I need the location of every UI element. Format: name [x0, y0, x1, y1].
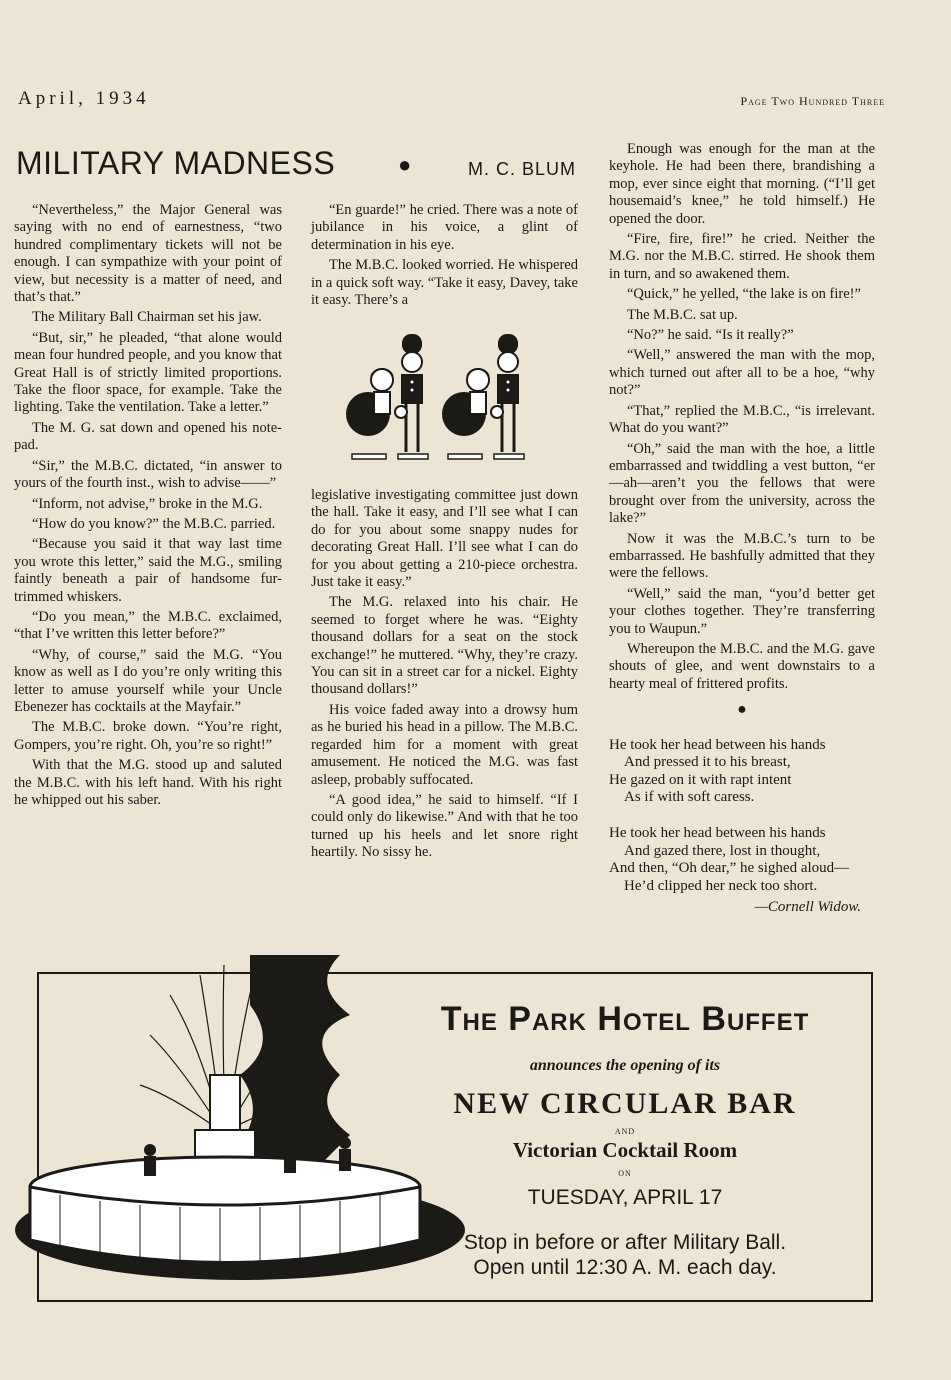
- poem-line: And pressed it to his breast,: [624, 754, 791, 771]
- illustration-pair-1: [346, 334, 428, 459]
- issue-date: April, 1934: [18, 88, 150, 109]
- paragraph: Whereupon the M.B.C. and the M.G. gave shouts of glee, and went downstairs to a hearty meal of frittered profits.: [609, 640, 875, 692]
- poem-credit: —Cornell Widow.: [754, 899, 861, 916]
- poem-line: He’d clipped her neck too short.: [624, 877, 818, 894]
- poem: [609, 737, 875, 917]
- paragraph: The M.B.C. broke down. “You’re right, Gompers, you’re right. Oh, you’re so right!”: [14, 719, 282, 753]
- paragraph: “No?” he said. “Is it really?”: [627, 327, 794, 344]
- paragraph: With that the M.G. stood up and saluted the M.B.C. with his left hand. With his right he whipped out his saber.: [14, 757, 282, 808]
- illustration-pair-2: [442, 334, 524, 459]
- paragraph: “En guarde!” he cried. There was a note of jubilance in his voice, a glint of determination in his eye.: [311, 202, 578, 253]
- poem-stanza-2: [609, 825, 875, 895]
- paragraph: “Sir,” the M.B.C. dictated, “in answer to yours of the fourth inst., wish to advise——”: [14, 457, 282, 492]
- poem-line: And then, “Oh dear,” he sighed aloud—: [609, 860, 850, 877]
- article-author: M. C. BLUM: [468, 159, 577, 179]
- paragraph: “Because you said it that way last time you wrote this letter,” said the M.G., smiling faintly beneath a pair of handsome fur-trimmed whiskers.: [14, 536, 282, 605]
- article-column-2-bottom: [311, 487, 578, 865]
- article-title: MILITARY MADNESS: [16, 145, 336, 181]
- paragraph: “But, sir,” he pleaded, “that alone would mean four hundred people, and you know that Great Hall is of strictly limited proportions. Take the floor space, for example. Take the lighting. Take the ventilation. Take a letter.”: [14, 329, 282, 416]
- paragraph: The M.G. relaxed into his chair. He seemed to forget where he was. “Eighty thousand dollars for a seat on the stock exchange!” he muttered. “Why, they’re crazy. You can sit in a street car for a nickel. Eighty thousand dollars!”: [311, 594, 578, 698]
- paragraph: His voice faded away into a drowsy hum as he buried his head in a pillow. The M.B.C. regarded him for a moment with great amusement. He noticed the M.G. was fast asleep, probably suffocated.: [311, 701, 578, 788]
- poem-stanza-1: [609, 737, 875, 807]
- paragraph: The Military Ball Chairman set his jaw.: [32, 309, 262, 326]
- page-number: Page Two Hundred Three: [740, 94, 885, 108]
- paragraph: “Fire, fire, fire!” he cried. Neither the M.G. nor the M.B.C. stirred. He shook them in turn, and so awakened them.: [609, 231, 875, 282]
- article-column-2-top: [311, 202, 578, 312]
- soldiers-and-girls-illustration: [344, 328, 544, 470]
- poem-line: He gazed on it with rapt intent: [609, 771, 792, 788]
- paragraph: “Do you mean,” the M.B.C. exclaimed, “that I’ve written this letter before?”: [14, 608, 282, 643]
- title-separator-bullet: ●: [398, 152, 412, 177]
- paragraph: “Quick,” he yelled, “the lake is on fire!”: [627, 286, 861, 303]
- poem-line: He took her head between his hands: [609, 824, 826, 841]
- paragraph: legislative investigating committee just down the hall. Take it easy, and I’ll see what I can do for you about some snappy nudes for decorating Great Hall. I’ll see what I can do for you about getting a 210-piece orchestra. Just take it easy.”: [311, 487, 578, 591]
- ad-bar-name: NEW CIRCULAR BAR: [453, 1087, 797, 1120]
- ad-and: AND: [614, 1127, 636, 1136]
- paragraph: The M. G. sat down and opened his note-pad.: [14, 419, 282, 454]
- paragraph: “Well,” answered the man with the mop, which turned out after all to be a hoe, “why not?”: [609, 347, 875, 399]
- paragraph: Now it was the M.B.C.’s turn to be embarrassed. He bashfully admitted that they were the fellows.: [609, 530, 875, 582]
- paragraph: “How do you know?” the M.B.C. parried.: [32, 515, 276, 532]
- paragraph: “Why, of course,” said the M.G. “You know as well as I do you’re only writing this letter to amuse yourself while your Uncle Ebenezer has cocktails at the Mayfair.”: [14, 646, 282, 715]
- paragraph: “Nevertheless,” the Major General was saying with no end of earnestness, “two hundred complimentary tickets will not be enough. I can sympathize with your point of view, but necessity is a matter of need, and that’s that.”: [14, 202, 282, 306]
- paragraph: “Well,” said the man, “you’d better get your clothes together. They’re transferring you to Waupun.”: [609, 585, 875, 637]
- ad-date: TUESDAY, APRIL 17: [527, 1186, 723, 1209]
- ad-room-name: Victorian Cocktail Room: [512, 1138, 738, 1162]
- paragraph: “A good idea,” he said to himself. “If I could only do likewise.” And with that he too turned up his heels and let snore right heartily. No sissy he.: [311, 791, 578, 861]
- paragraph: The M.B.C. looked worried. He whispered in a quick soft way. “Take it easy, Davey, take it easy. There’s a: [311, 257, 578, 309]
- ad-hours: [390, 1230, 860, 1280]
- article-column-3: [609, 141, 875, 917]
- poem-line: And gazed there, lost in thought,: [624, 842, 821, 859]
- ad-title: The Park Hotel Buffet: [440, 1000, 810, 1038]
- ad-line-1: Stop in before or after Military Ball.: [463, 1231, 787, 1254]
- poem-line: As if with soft caress.: [624, 789, 755, 806]
- article-column-1: [14, 202, 282, 812]
- advertisement: [390, 1000, 860, 1280]
- ad-on: ON: [618, 1169, 632, 1178]
- paragraph: Enough was enough for the man at the keyhole. He had been there, brandishing a mop, ever since eight that morning. (“I’ll get housemaid’s knee,” he told himself.) He opened the door.: [609, 141, 875, 227]
- paragraph: “Inform, not advise,” broke in the M.G.: [32, 495, 263, 512]
- ad-announcement: announces the opening of its: [529, 1057, 721, 1074]
- paragraph: “That,” replied the M.B.C., “is irrelevant. What do you want?”: [609, 402, 875, 437]
- poem-line: He took her head between his hands: [609, 736, 826, 753]
- paragraph: The M.B.C. sat up.: [627, 306, 738, 323]
- ad-line-2: Open until 12:30 A. M. each day.: [473, 1256, 777, 1279]
- paragraph: “Oh,” said the man with the hoe, a little embarrassed and twiddling a vest button, “er—ah—aren’t you the fellows that were brought over from the university, across the lake?”: [609, 440, 875, 527]
- poem-separator-bullet: ●: [737, 701, 747, 719]
